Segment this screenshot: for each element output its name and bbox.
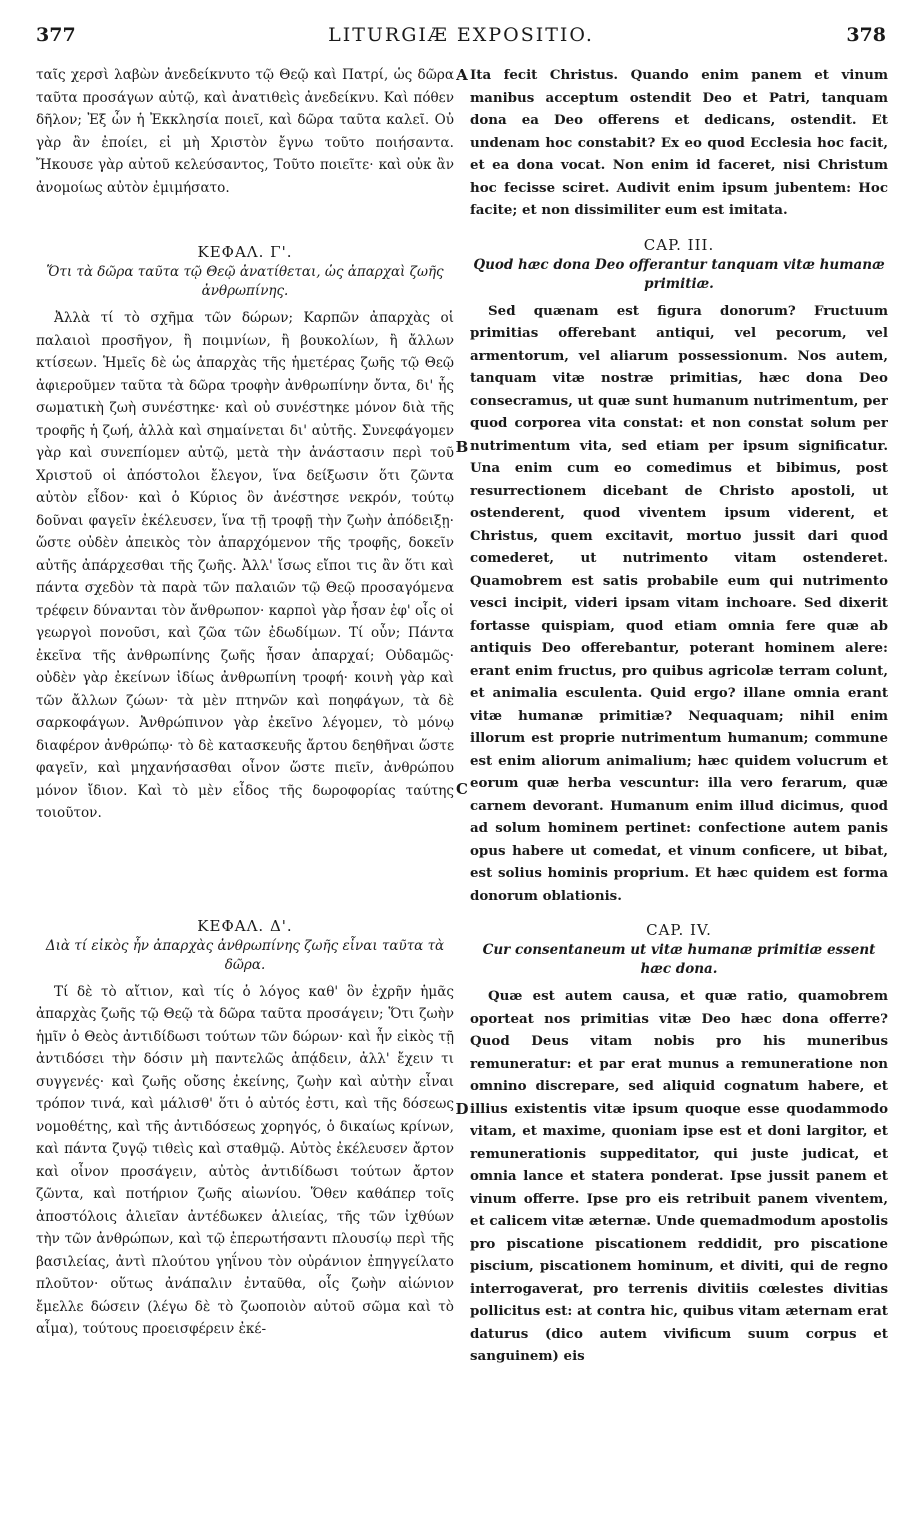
latin-chapter-4-subtitle: Cur consentaneum ut vitæ humanæ primitiæ essent hæc dona. — [482, 942, 876, 977]
greek-chapter-3-title: ΚΕΦΑΛ. Γ'. — [197, 243, 293, 261]
margin-marker-d: D — [455, 1100, 469, 1118]
greek-chapter-3-subtitle: Ὅτι τὰ δῶρα ταῦτα τῷ Θεῷ ἀνατίθεται, ὡς ἀπαρχαὶ ζωῆς ἀνθρωπίνης. — [46, 264, 444, 299]
latin-paragraph-intro: Ita fecit Christus. Quando enim panem et vinum manibus acceptum ostendit Deo et Patri, tanquam dona ea Deo offerens et dedicans, ostendit. Et undenam hoc constabit? Ex eo quod Ecclesia hoc facit, et ea dona vocat. Non enim id faceret, nisi Christum hoc fecisse sciret. Audivit enim ipsum jubentem: Hoc facite; et non dissimiliter eum est imitata. — [470, 67, 888, 218]
greek-column — [36, 64, 454, 1524]
latin-chapter-3-subtitle: Quod hæc dona Deo offerantur tanquam vitæ humanæ primitiæ. — [473, 256, 885, 292]
latin-chapter-3-title: CAP. III. — [643, 235, 715, 254]
latin-chapter-4-text: Quæ est autem causa, et quæ ratio, quamobrem oporteat nos primitias vitæ Deo hæc dona offerre? Quod Deus vitam nobis pro his muneribus remuneratur: et par erat munus a remuneratione non omnino discrepare, sed aliquid cognatum habere, et illius existentis vitæ ipsum quoque esse quodammodo vitam, et maxime, quoniam ipse est et doni largitor, et remunerationis suppeditator, qui juste judicat, et omnia lance et statera ponderat. Ipse jussit panem et vinum offerre. Ipse pro eis retribuit panem viventem, et calicem vitæ æternæ. Unde quemadmodum apostolis pro piscatione piscationem reddidit, pro piscatione piscium, piscationem hominum, et diviti, qui de regno interrogaverat, pro terrenis divitiis cœlestes divitias pollicitus est: at contra hic, quibus vitam æternam erat daturus (dico autem vivificum suum corpus et sanguinem) eis — [470, 988, 888, 1364]
greek-chapter-4-subtitle: Διὰ τί εἰκὸς ἦν ἀπαρχὰς ἀνθρωπίνης ζωῆς εἶναι ταῦτα τὰ δῶρα. — [45, 937, 445, 973]
margin-marker-b: B — [455, 438, 469, 456]
running-title: LITURGIÆ EXPOSITIO. — [328, 24, 594, 46]
latin-chapter-4-title: CAP. IV. — [646, 921, 712, 939]
greek-chapter-4-title: ΚΕΦΑΛ. Δ'. — [197, 916, 293, 935]
page-number-left: 377 — [36, 24, 76, 46]
greek-chapter-4-text: Τί δὲ τὸ αἴτιον, καὶ τίς ὁ λόγος καθ' ὃν ἐχρῆν ἡμᾶς ἀπαρχὰς ζωῆς τῷ Θεῷ τὰ δῶρα ταῦτα προσάγειν; Ὅτι ζωὴν ἡμῖν ὁ Θεὸς ἀντιδίδωσι τούτων τῶν δώρων· καὶ ἦν εἰκὸς τῇ ἀντιδόσει τὴν δόσιν μὴ παντελῶς ἀπᾴδειν, ἀλλ' ἔχειν τι συγγενές· καὶ ζωῆς οὔσης ἐκείνης, ζωὴν καὶ αὐτὴν εἶναι τρόπον τινά, καὶ μάλισθ' ὅτι ὁ αὐτός ἐστι, καὶ τῆς δόσεως νομοθέτης, καὶ τῆς ἀντιδόσεως χορηγός, ὁ δικαίως κρίνων, καὶ πάντα ζυγῷ τιθεὶς καὶ σταθμῷ. Αὐτὸς ἐκέλευσεν ἄρτον καὶ οἶνον προσάγειν, αὐτὸς ἀντιδίδωσι τούτων ἄρτον ζῶντα, καὶ ποτήριον ζωῆς αἰωνίου. Ὅθεν καθάπερ τοῖς ἀποστόλοις ἁλιεῖαν ἀντέδωκεν ἁλιείας, τῆς τῶν ἰχθύων τὴν τῶν ἀνθρώπων, καὶ τῷ ἐπερωτήσαντι πλουσίῳ περὶ τῆς βασιλείας, ἀντὶ πλούτου γηΐνου τὸν οὐράνιον ἐπηγγείλατο πλοῦτον· οὕτως ἀνάπαλιν ἐνταῦθα, οἷς ζωὴν αἰώνιον ἔμελλε δώσειν (λέγω δὲ τὸ ζωοποιὸν αὐτοῦ σῶμα καὶ τὸ αἷμα), τούτους προεισφέρειν ἐκέ- — [36, 983, 454, 1337]
running-header — [36, 24, 886, 54]
page-number-right: 378 — [846, 24, 886, 46]
greek-chapter-3-text: Ἀλλὰ τί τὸ σχῆμα τῶν δώρων; Καρπῶν ἀπαρχὰς οἱ παλαιοὶ προσῆγον, ἢ ποιμνίων, ἢ βουκολίων, ἢ ἄλλων κτίσεων. Ἡμεῖς δὲ ὡς ἀπαρχὰς τῆς ἡμετέρας ζωῆς τῷ Θεῷ ἀφιεροῦμεν ταῦτα τὰ δῶρα τροφὴν ἀνθρωπίνην ὄντα, δι' ἧς σωματικὴ ζωὴ συνέστηκε· καὶ οὐ συνέστηκε μόνον διὰ τῆς τροφῆς ἡ ζωή, ἀλλὰ καὶ σημαίνεται δι' αὐτῆς. Συνεφάγομεν γὰρ καὶ συνεπίομεν αὐτῷ, μετὰ τὴν ἀνάστασιν περὶ τοῦ Χριστοῦ οἱ ἀπόστολοι ἔλεγον, ἵνα δείξωσιν ὅτι ζῶντα αὐτὸν εἶδον· καὶ ὁ Κύριος ὃν ἀνέστησε νεκρόν, τούτῳ δοῦναι φαγεῖν ἐκέλευσεν, ἵνα τῇ τροφῇ τὴν ζωὴν ἀπόδειξῃ· ὥστε οὐδὲν ἀπεικὸς τὸν ἀπαρχόμενον τῆς τροφῆς, δοκεῖν αὐτῆς ἀπάρχεσθαι τῆς ζωῆς. Ἀλλ' ἴσως εἴποι τις ἂν ὅτι καὶ πάντα σχεδὸν τὰ παρὰ τῶν παλαιῶν τῷ Θεῷ προσαγόμενα τρέφειν δύνανται τὸν ἄνθρωπον· καρποὶ γὰρ ἦσαν ἐφ' οἷς οἱ γεωργοὶ πονοῦσι, καὶ ζῶα τῶν ἐδωδίμων. Τί οὖν; Πάντα ἐκεῖνα τῆς ἀνθρωπίνης ζωῆς ἦσαν ἀπαρχαί; Οὐδαμῶς· οὐδὲν γὰρ ἐκείνων ἰδίως ἀνθρωπίνη τροφή· κοινὴ γὰρ καὶ τῶν ἄλλων ζώων· τὰ μὲν πτηνῶν καὶ ποηφάγων, τὰ δὲ σαρκοφάγων. Ἀνθρώπινον γὰρ ἐκεῖνο λέγομεν, τὸ μόνῳ διαφέρον ἀνθρώπῳ· τὸ δὲ κατασκευῆς ἄρτου δεηθῆναι ὥστε φαγεῖν, καὶ μηχανήσασθαι οἶνον ὥστε πιεῖν, ἀνθρώπου μόνον ἴδιον. Καὶ τὸ μὲν εἶδος τῆς δωροφορίας ταύτης τοιοῦτον. — [36, 310, 454, 821]
margin-marker-c: C — [456, 780, 468, 798]
margin-marker-a: A — [456, 66, 468, 84]
latin-column — [470, 64, 888, 1524]
latin-chapter-3-text: Sed quænam est figura donorum? Fructuum primitias offerebant antiqui, vel pecorum, vel armentorum, vel aliarum possessionum. Nos autem, tanquam vitæ nostræ primitias, hæc dona Deo consecramus, ut quæ sunt humanum nutrimentum, per quod corporea vita constat: et non constat solum per nutrimentum vita, sed etiam per ipsum significatur. Una enim cum eo comedimus et bibimus, post resurrectionem dicebant de Christo apostoli, ut ostenderent, quod viventem ipsum viderent, et Christus, quem excitavit, mortuo jussit dari quod comederet, ut nutrimento vitam ostenderet. Quamobrem est satis probabile eum qui nutrimento vesci incipit, videri ipsam vitam inchoare. Sed dixerit fortasse quispiam, quod etiam omnia fere quæ ab antiquis Deo offerebantur, poterant hominem alere: erant enim fructus, pro quibus agricolæ terram colunt, et animalia esculenta. Quid ergo? illane omnia erant vitæ humanæ primitiæ? Nequaquam; nihil enim illorum est proprie nutrimentum humanum; commune est enim aliorum animalium; hæc quidem volucrum et eorum quæ herba vescuntur: illa vero ferarum, quæ carnem devorant. Humanum enim illud dicimus, quod ad solum hominem pertinet: confectione autem panis opus habere ut comedat, et vinum conficere, ut bibat, est solius hominis proprium. Et hæc quidem est forma donorum oblationis. — [470, 302, 888, 904]
greek-paragraph-intro: ταῖς χερσὶ λαβὼν ἀνεδείκνυτο τῷ Θεῷ καὶ Πατρί, ὡς δῶρα ταῦτα προσάγων αὐτῷ, καὶ ἀνατιθεὶς ἀνεδείκνυ. Καὶ πόθεν δῆλον; Ἐξ ὧν ἡ Ἐκκλησία ποιεῖ, καὶ δῶρα ταῦτα καλεῖ. Οὐ γὰρ ἂν ἐποίει, εἰ μὴ Χριστὸν ἔγνω τοῦτο ποιήσαντα. Ἤκουσε γὰρ αὐτοῦ κελεύσαντος, Τοῦτο ποιεῖτε· καὶ οὐκ ἂν ἀνομοίως αὐτὸν ἐμιμήσατο. — [36, 67, 454, 196]
